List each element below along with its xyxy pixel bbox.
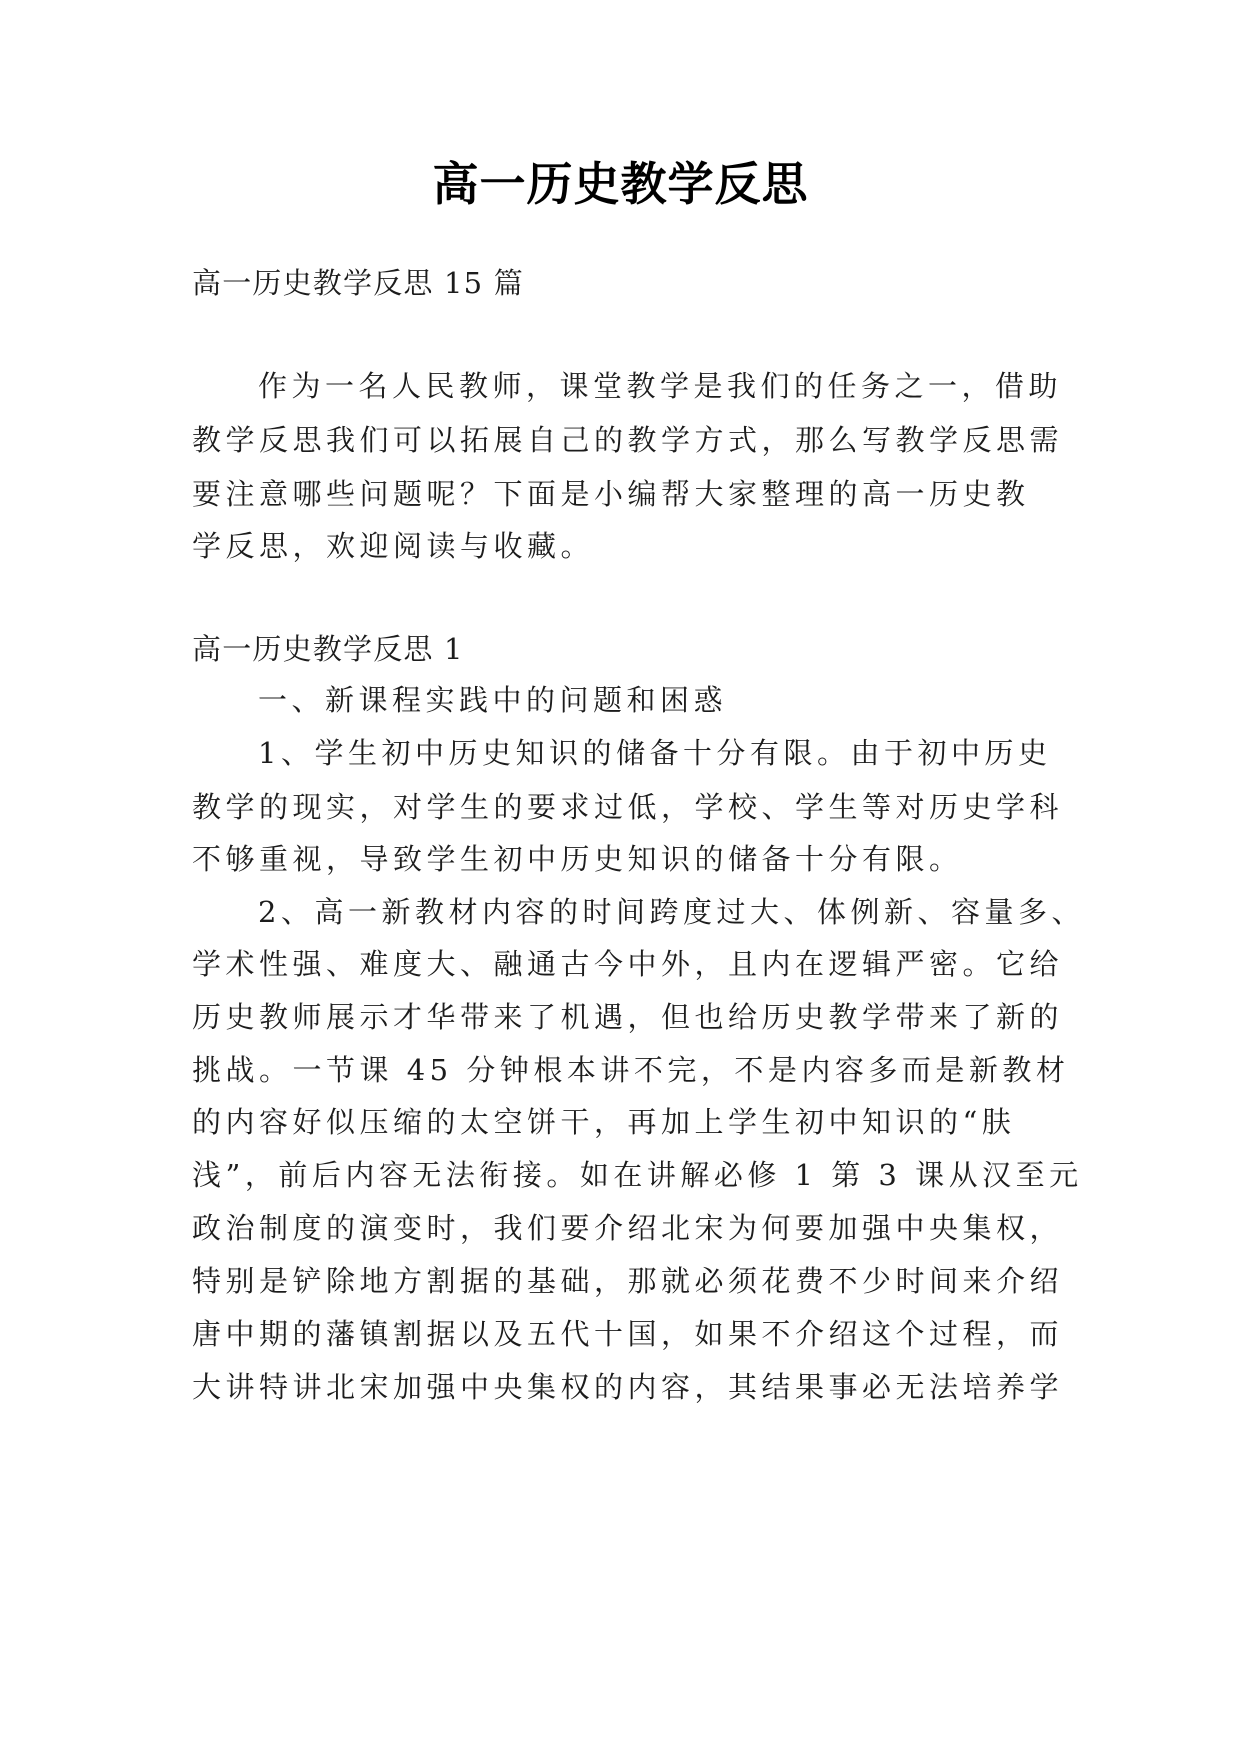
point-2-line: 学术性强、难度大、融通古今中外，且内在逻辑严密。它给 [192, 947, 1064, 981]
point-2-line: 大讲特讲北宋加强中央集权的内容，其结果事必无法培养学 [192, 1370, 1064, 1404]
point-2-line: 2、高一新教材内容的时间跨度过大、体例新、容量多、 [258, 895, 1085, 929]
point-1-line: 1、学生初中历史知识的储备十分有限。由于初中历史 [258, 736, 1052, 770]
point-2-line: 历史教师展示才华带来了机遇，但也给历史教学带来了新的 [192, 1000, 1064, 1034]
point-2-line: 的内容好似压缩的太空饼干，再加上学生初中知识的“肤 [192, 1105, 1016, 1139]
point-2-line: 政治制度的演变时，我们要介绍北宋为何要加强中央集权， [192, 1211, 1064, 1245]
point-2-line: 挑战。一节课 45 分钟根本讲不完，不是内容多而是新教材 [192, 1053, 1070, 1087]
point-1-line: 不够重视，导致学生初中历史知识的储备十分有限。 [192, 842, 963, 876]
document-title: 高一历史教学反思 [432, 157, 809, 211]
intro-line: 要注意哪些问题呢？下面是小编帮大家整理的高一历史教 [192, 477, 1030, 511]
point-2-line: 浅”，前后内容无法衔接。如在讲解必修 1 第 3 课从汉至元 [192, 1158, 1083, 1192]
intro-line: 学反思，欢迎阅读与收藏。 [192, 529, 595, 563]
point-1-line: 教学的现实，对学生的要求过低，学校、学生等对历史学科 [192, 790, 1064, 824]
intro-line: 教学反思我们可以拓展自己的教学方式，那么写教学反思需 [192, 423, 1064, 457]
point-2-line: 特别是铲除地方割据的基础，那就必须花费不少时间来介绍 [192, 1264, 1064, 1298]
document-subtitle: 高一历史教学反思 15 篇 [192, 266, 524, 300]
section-heading: 高一历史教学反思 1 [192, 632, 464, 666]
point-2-line: 唐中期的藩镇割据以及五代十国，如果不介绍这个过程，而 [192, 1317, 1064, 1351]
section-subheading: 一、新课程实践中的问题和困惑 [258, 683, 728, 717]
intro-line: 作为一名人民教师，课堂教学是我们的任务之一，借助 [258, 369, 1063, 403]
